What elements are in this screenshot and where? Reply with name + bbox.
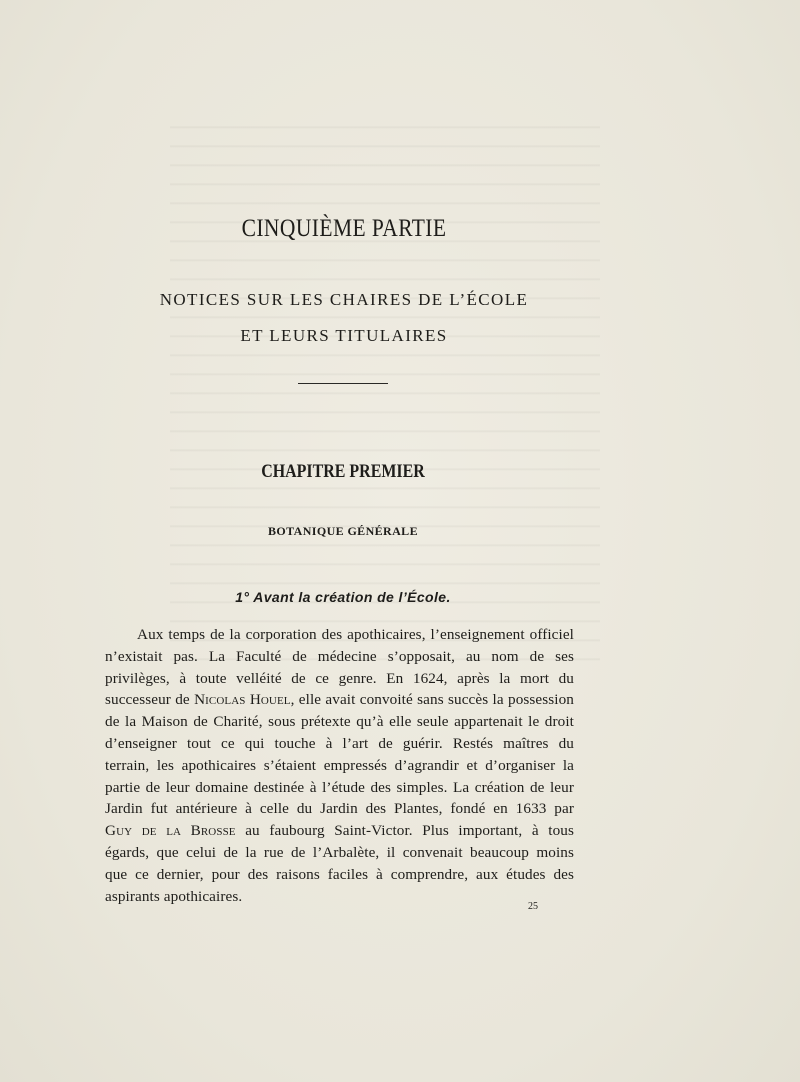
text-line: partie de leur domaine destinée à l’étude des simples. La création de leur: [105, 778, 574, 796]
body-paragraph: [105, 624, 574, 907]
section-number: 1°: [235, 589, 250, 605]
person-name-first: Nicolas: [194, 691, 246, 709]
text-line: terrain, les apothicaires s’étaient empressés d’agrandir et d’organiser la: [105, 756, 574, 774]
section-heading: [0, 589, 686, 605]
text-line: [105, 689, 574, 711]
text-line: n’existait pas. La Faculté de médecine s’opposait, au nom de ses: [105, 647, 574, 665]
text-line: égards, que celui de la rue de l’Arbalète, il convenait beaucoup moins: [105, 843, 574, 861]
person-name-last: Houel: [249, 691, 291, 709]
text-line: de la Maison de Charité, sous prétexte qu’à elle seule appartenait le droit: [105, 713, 574, 731]
text-run: successeur de: [105, 691, 195, 709]
text-line: que ce dernier, pour des raisons faciles à comprendre, aux études des: [105, 865, 574, 883]
chapter-title: CHAPITRE PREMIER: [261, 461, 425, 482]
text-line: Aux temps de la corporation des apothicaires, l’enseignement officiel: [137, 626, 574, 643]
person-name: Guy de la Brosse: [105, 822, 236, 840]
text-line: [105, 820, 574, 842]
text-line: Jardin fut antérieure à celle du Jardin des Plantes, fondé en 1633 par: [105, 800, 574, 818]
section-divider: [298, 383, 388, 384]
section-title-text: Avant la création de l’École.: [253, 589, 451, 605]
show-through-texture: [170, 110, 600, 670]
text-line: aspirants apothicaires.: [105, 887, 243, 905]
chapter-subtitle: BOTANIQUE GÉNÉRALE: [267, 524, 418, 538]
text-run: , elle avait convoité sans succès la possession: [290, 691, 574, 709]
text-run: au faubourg Saint-Victor. Plus important, à tous: [235, 822, 574, 840]
notice-heading-line-2: ET LEURS TITULAIRES: [240, 326, 448, 345]
text-line: d’enseigner tout ce qui touche à l’art de guérir. Restés maîtres du: [105, 734, 574, 752]
text-line: privilèges, à toute velléité de ce genre. En 1624, après la mort du: [105, 669, 574, 687]
part-title: CINQUIÈME PARTIE: [241, 215, 447, 242]
page-number: 25: [528, 901, 538, 912]
notice-heading-line-1: NOTICES SUR LES CHAIRES DE L’ÉCOLE: [159, 290, 529, 309]
